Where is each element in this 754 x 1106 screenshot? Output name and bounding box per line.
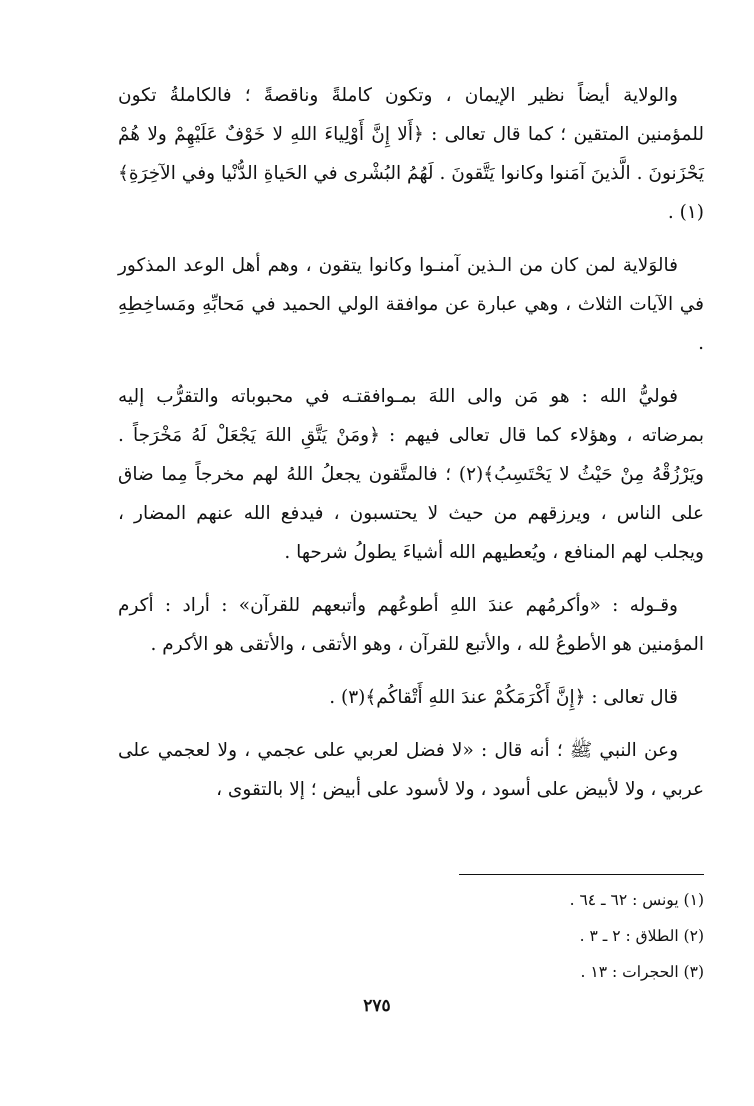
footnote-2: (٢) الطلاق : ٢ ـ ٣ .	[579, 927, 704, 945]
footnote-3: (٣) الحجرات : ١٣ .	[580, 963, 704, 981]
paragraph-1: والولاية أيضاً نظير الإيمان ، وتكون كاملةً وناقصةً ؛ فالكاملةُ تكون للمؤمنين المتقين ؛ كما قال تعالى : ﴿أَلا إِنَّ أَوْلِياءَ اللهِ لا خَوْفٌ عَلَيْهِمْ ولا هُمْ يَحْزَنونَ . الَّذينَ آمَنوا وكانوا يَتَّقونَ . لَهُمُ البُشْرى في الحَياةِ الدُّنْيا وفي الآخِرَةِ﴾(١) .	[118, 85, 704, 223]
paragraph-6: وعن النبي ﷺ ؛ أنه قال : «لا فضل لعربي على عجمي ، ولا لعجمي على عربي ، ولا لأبيض على أسود ، ولا لأسود على أبيض ؛ إلا بالتقوى ،	[118, 740, 704, 800]
paragraph-3: فوليُّ الله : هو مَن والى اللهَ بمـوافقتـه في محبوباته والتقرُّب إليه بمرضاته ، وهؤلاء كما قال تعالى فيهم : ﴿ومَنْ يَتَّقِ اللهَ يَجْعَلْ لَهُ مَخْرَجاً . ويَرْزُقْهُ مِنْ حَيْثُ لا يَحْتَسِبُ﴾(٢) ؛ فالمتَّقون يجعلُ اللهُ لهم مخرجاً مِما ضاق على الناس ، ويرزقهم من حيث لا يحتسبون ، فيدفع الله عنهم المضار ، ويجلب لهم المنافع ، ويُعطيهم الله أشياءَ يطولُ شرحها .	[118, 386, 704, 563]
page-body	[118, 76, 704, 823]
paragraph-2: فالوَلاية لمن كان من الـذين آمنـوا وكانوا يتقون ، وهم أهل الوعد المذكور في الآيات الثلاث ، وهي عبارة عن موافقة الولي الحميد في مَحابِّهِ ومَساخِطِهِ .	[118, 255, 704, 354]
footnotes	[404, 882, 704, 990]
footnote-separator	[459, 874, 704, 875]
paragraph-4: وقـوله : «وأكرمُهم عندَ اللهِ أطوعُهم وأتبعهم للقرآن» : أراد : أكرم المؤمنين هو الأطوعُ لله ، والأتبع للقرآن ، وهو الأتقى ، والأتقى هو الأكرم .	[118, 595, 704, 655]
footnote-1: (١) يونس : ٦٢ ـ ٦٤ .	[569, 891, 704, 909]
paragraph-5: قال تعالى : ﴿إِنَّ أَكْرَمَكُمْ عندَ اللهِ أَتْقاكُم﴾(٣) .	[329, 687, 678, 708]
page-number: ٢٧٥	[363, 996, 391, 1016]
